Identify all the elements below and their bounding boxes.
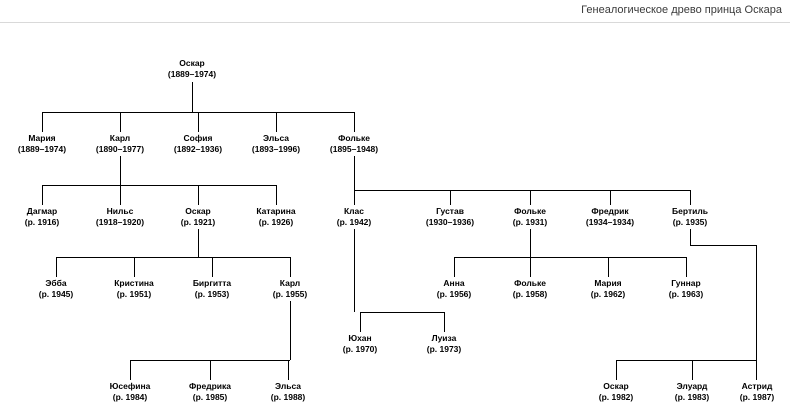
- person-name: Мария: [28, 133, 56, 143]
- person-name: Эльса: [274, 381, 302, 391]
- person-name: Анна: [443, 278, 465, 288]
- person-node[interactable]: [240, 206, 312, 228]
- person-years: (р. 1973): [426, 344, 462, 354]
- edge-n19-up: [454, 257, 455, 277]
- edge-n12-down: [530, 229, 531, 257]
- person-years: (1889–1974): [167, 69, 217, 79]
- person-node[interactable]: [92, 381, 168, 403]
- person-node[interactable]: [580, 381, 652, 403]
- person-name: Биргитта: [192, 278, 232, 288]
- edge-n23-up: [360, 312, 361, 332]
- person-name: Фольке: [338, 133, 370, 143]
- person-name: Фольке: [514, 206, 546, 216]
- person-node[interactable]: [408, 333, 480, 355]
- edge-n5-up: [354, 112, 355, 132]
- person-node[interactable]: [726, 381, 788, 403]
- person-node[interactable]: [318, 133, 390, 155]
- edge-n10-down: [354, 229, 355, 312]
- person-name: Эльса: [262, 133, 290, 143]
- person-node[interactable]: [324, 333, 396, 355]
- edge-folke31-bus: [454, 257, 686, 258]
- person-name: Юсефина: [109, 381, 151, 391]
- person-name: Элуард: [676, 381, 708, 391]
- person-name: Карл: [109, 133, 131, 143]
- person-node[interactable]: [84, 206, 156, 228]
- edge-n15-up: [56, 257, 57, 277]
- person-node[interactable]: [570, 206, 650, 228]
- person-name: Фредрика: [189, 381, 231, 391]
- person-node[interactable]: [240, 133, 312, 155]
- person-node[interactable]: [656, 381, 728, 403]
- edge-n18-down: [290, 301, 291, 360]
- person-node[interactable]: [254, 278, 326, 300]
- person-name: Оскар: [179, 58, 205, 68]
- person-node[interactable]: [98, 278, 170, 300]
- person-name: София: [183, 133, 213, 143]
- person-years: (р. 1970): [342, 344, 378, 354]
- edge-n10-up: [354, 190, 355, 205]
- edge-n12-up: [530, 190, 531, 205]
- edge-n8-down: [198, 229, 199, 257]
- person-name: Фредрик: [591, 206, 629, 216]
- edge-n22-up: [686, 257, 687, 277]
- person-node[interactable]: [410, 206, 490, 228]
- person-years: (1892–1936): [173, 144, 223, 154]
- person-name: Оскар: [185, 206, 211, 216]
- person-node[interactable]: [20, 278, 92, 300]
- person-node[interactable]: [162, 133, 234, 155]
- person-years: (р. 1953): [194, 289, 230, 299]
- header-divider: [0, 22, 790, 23]
- person-years: (1890–1977): [95, 144, 145, 154]
- person-name: Астрид: [741, 381, 773, 391]
- person-node[interactable]: [418, 278, 490, 300]
- person-name: Карл: [279, 278, 301, 288]
- edge-n14-down: [690, 229, 691, 245]
- edge-folke-bus: [354, 190, 690, 191]
- person-name: Фольке: [514, 278, 546, 288]
- person-years: (р. 1987): [739, 392, 775, 402]
- edge-n18-up: [290, 257, 291, 277]
- person-node[interactable]: [172, 381, 248, 403]
- person-years: (р. 1942): [336, 217, 372, 227]
- edge-n2-up: [120, 112, 121, 132]
- edge-oskar21-bus: [56, 257, 290, 258]
- edge-n8-up: [198, 185, 199, 205]
- person-name: Бертиль: [672, 206, 708, 216]
- edge-n29-up: [692, 360, 693, 380]
- person-years: (р. 1951): [116, 289, 152, 299]
- person-name: Оскар: [603, 381, 629, 391]
- edge-n14-up: [690, 190, 691, 205]
- edge-bertil-down2: [756, 245, 757, 360]
- person-years: (р. 1945): [38, 289, 74, 299]
- person-years: (р. 1985): [192, 392, 228, 402]
- person-node[interactable]: [84, 133, 156, 155]
- edge-n27-up: [288, 360, 289, 380]
- person-years: (р. 1955): [272, 289, 308, 299]
- edge-n16-up: [134, 257, 135, 277]
- person-name: Нильс: [106, 206, 134, 216]
- person-years: (1889–1974): [17, 144, 67, 154]
- person-node[interactable]: [494, 278, 566, 300]
- person-node[interactable]: [176, 278, 248, 300]
- person-name: Юхан: [348, 333, 372, 343]
- person-years: (р. 1958): [512, 289, 548, 299]
- edge-n17-up: [212, 257, 213, 277]
- person-name: Гуннар: [671, 278, 701, 288]
- person-node[interactable]: [494, 206, 566, 228]
- person-name: Клас: [343, 206, 365, 216]
- edge-bertil-drop: [690, 245, 756, 246]
- person-years: (р. 1982): [598, 392, 634, 402]
- person-years: (р. 1962): [590, 289, 626, 299]
- edge-n9-up: [276, 185, 277, 205]
- edge-n30-up: [756, 360, 757, 380]
- person-years: (р. 1984): [112, 392, 148, 402]
- edge-n25-up: [130, 360, 131, 380]
- person-years: (р. 1916): [24, 217, 60, 227]
- person-years: (р. 1963): [668, 289, 704, 299]
- edge-bertil-bus: [616, 360, 756, 361]
- person-years: (р. 1935): [672, 217, 708, 227]
- edge-n4-up: [276, 112, 277, 132]
- person-node[interactable]: [650, 278, 722, 300]
- person-name: Луиза: [431, 333, 457, 343]
- edge-klas-bus: [360, 312, 444, 313]
- person-node[interactable]: [572, 278, 644, 300]
- person-years: (р. 1931): [512, 217, 548, 227]
- edge-n21-up: [608, 257, 609, 277]
- edge-n2-down: [120, 156, 121, 185]
- person-node[interactable]: [654, 206, 726, 228]
- person-years: (1895–1948): [329, 144, 379, 154]
- person-node[interactable]: [6, 133, 78, 155]
- person-years: (р. 1926): [258, 217, 294, 227]
- edge-n28-up: [616, 360, 617, 380]
- person-node[interactable]: [162, 206, 234, 228]
- person-name: Дагмар: [26, 206, 58, 216]
- edge-n26-up: [210, 360, 211, 380]
- page-title: Генеалогическое древо принца Оскара: [581, 4, 782, 16]
- person-name: Кристина: [114, 278, 154, 288]
- person-node[interactable]: [6, 206, 78, 228]
- edge-n0-down: [192, 82, 193, 112]
- person-years: (р. 1983): [674, 392, 710, 402]
- person-node[interactable]: [252, 381, 324, 403]
- edge-n1-up: [42, 112, 43, 132]
- person-name: Мария: [594, 278, 622, 288]
- person-years: (1918–1920): [95, 217, 145, 227]
- person-node[interactable]: [318, 206, 390, 228]
- edge-karl-bus: [42, 185, 276, 186]
- person-node[interactable]: [152, 58, 232, 80]
- edge-n24-up: [444, 312, 445, 332]
- person-years: (1930–1936): [425, 217, 475, 227]
- edge-n5-down: [354, 156, 355, 190]
- person-name: Катарина: [256, 206, 296, 216]
- edge-n6-up: [42, 185, 43, 205]
- person-years: (1893–1996): [251, 144, 301, 154]
- person-years: (р. 1956): [436, 289, 472, 299]
- person-years: (1934–1934): [585, 217, 635, 227]
- person-name: Густав: [436, 206, 464, 216]
- edge-n11-up: [450, 190, 451, 205]
- edge-n20-up: [530, 257, 531, 277]
- person-name: Эбба: [45, 278, 67, 288]
- edge-n7-up: [120, 185, 121, 205]
- edge-n13-up: [610, 190, 611, 205]
- person-years: (р. 1988): [270, 392, 306, 402]
- person-years: (р. 1921): [180, 217, 216, 227]
- edge-n3-up: [198, 112, 199, 132]
